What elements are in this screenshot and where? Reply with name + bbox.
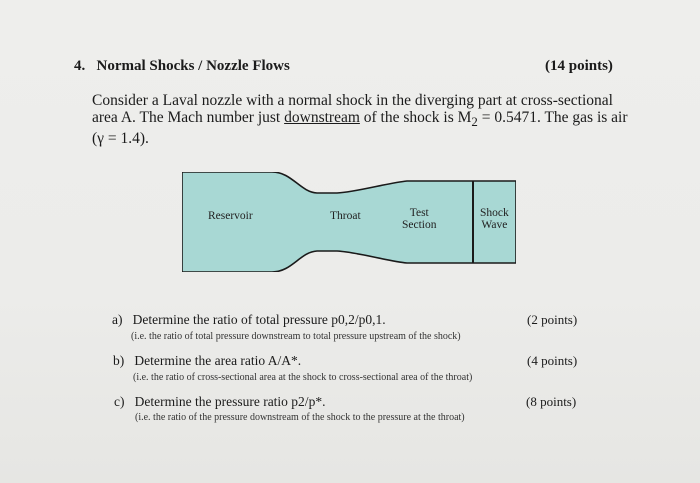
label-shock-line1: Shock <box>480 207 509 219</box>
part-a-note-text: (i.e. the ratio of total pressure downstream to total pressure upstream of the shock) <box>131 331 461 342</box>
label-reservoir: Reservoir <box>208 210 253 222</box>
part-b-points <box>527 353 577 369</box>
part-b-note <box>133 368 472 384</box>
label-throat: Throat <box>330 210 361 222</box>
nozzle-body <box>182 172 516 272</box>
part-c-text: Determine the pressure ratio p2/p*. <box>134 394 326 409</box>
part-c-note <box>135 408 465 424</box>
part-c-letter: c) <box>114 394 125 409</box>
part-b-points-text: (4 points) <box>527 353 578 368</box>
part-a-note <box>131 327 461 343</box>
part-a-points-text: (2 points) <box>527 312 578 327</box>
intro-subscript: 2 <box>471 114 478 130</box>
part-b-letter: b) <box>113 353 125 368</box>
part-b-note-text: (i.e. the ratio of cross-sectional area at the shock to cross-sectional area of the throat) <box>133 372 473 383</box>
part-c-points <box>526 394 576 410</box>
part-b-text: Determine the area ratio A/A*. <box>134 353 302 368</box>
question-number: 4. <box>74 58 86 74</box>
nozzle-shape <box>182 172 516 272</box>
question-points: (14 points) <box>545 58 613 74</box>
part-a-text: Determine the ratio of total pressure p0,2/p0,1. <box>132 312 386 327</box>
label-test-line1: Test <box>409 207 429 219</box>
part-c-note-text: (i.e. the ratio of the pressure downstream of the shock to the pressure at the throat) <box>135 412 465 423</box>
laval-nozzle-diagram <box>182 172 516 272</box>
question-header <box>74 58 290 75</box>
part-c-points-text: (8 points) <box>526 394 577 409</box>
label-shock-line2: Wave <box>481 219 508 231</box>
part-b-question <box>113 353 301 369</box>
part-a-question <box>112 312 386 328</box>
intro-text-2: of the shock is M <box>359 109 472 126</box>
label-shock-wave <box>480 207 509 231</box>
part-a-points <box>527 312 577 328</box>
label-test-section <box>402 207 437 231</box>
question-title: Normal Shocks / Nozzle Flows <box>96 58 290 74</box>
intro-underlined-word: downstream <box>284 109 360 126</box>
problem-statement <box>92 92 637 147</box>
intro-text-3: = 0.5471. The gas is air (γ = 1.4). <box>92 109 628 148</box>
part-a-letter: a) <box>112 312 123 327</box>
intro-text-1: Consider a Laval nozzle with a normal shock in the diverging part at cross-sectional area A. The Mach number just <box>92 92 613 126</box>
label-test-line2: Section <box>402 219 437 231</box>
